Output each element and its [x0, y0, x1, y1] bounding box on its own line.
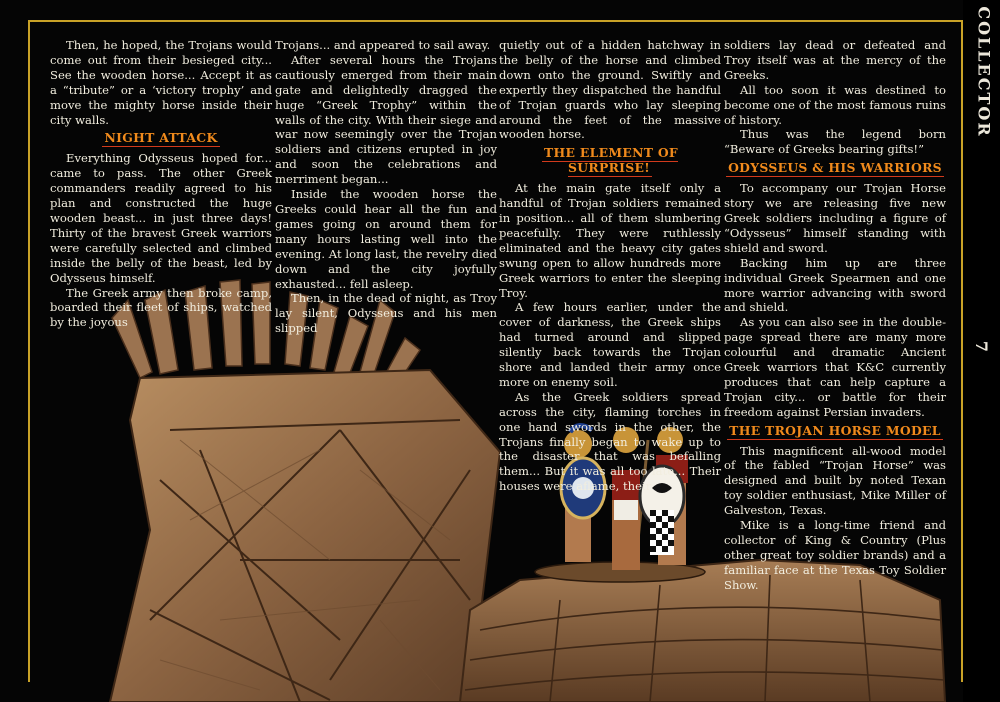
- paragraph: After several hours the Trojans cautiously emerged from their main gate and delightedly dragged the huge “Greek Trophy” within the walls of the city. With their siege and war now seemingly over the Trojan soldiers and citizens erupted in joy and soon the celebrations and merriment began...: [275, 52, 497, 187]
- paragraph: Mike is a long-time friend and collector of King & Country (Plus other great toy soldier brands) and a familiar face at the Texas Toy Soldier Show.: [724, 518, 946, 592]
- paragraph: A few hours earlier, under the cover of darkness, the Greek ships had turned around and slipped silently back towards the Trojan shore and landed their army once more on enemy soil.: [499, 300, 721, 389]
- paragraph: As the Greek soldiers spread across the city, flaming torches in one hand swords in the other, the Trojans finally began to wake up to the disaster that was befalling them... But it was all too late... Their houses were aflame, their: [499, 389, 721, 494]
- paragraph: Thus was the legend born “Beware of Greeks bearing gifts!”: [724, 127, 946, 157]
- paragraph: To accompany our Trojan Horse story we are releasing five new Greek soldiers including a figure of “Odysseus” himself standing with shield and sword.: [724, 181, 946, 255]
- page-number: 7: [972, 340, 992, 353]
- article-column-3: [499, 38, 721, 494]
- heading-night-attack: NIGHT ATTACK: [104, 130, 218, 146]
- heading-odysseus-warriors: ODYSSEUS & HIS WARRIORS: [728, 160, 942, 176]
- paragraph: Inside the wooden horse the Greeks could hear all the fun and games going on around them for many hours lasting well into the evening. At long last, the revelry died down and the city joyfully exhausted... fell asleep.: [275, 187, 497, 291]
- article-column-1: [50, 38, 272, 330]
- paragraph: Then, he hoped, the Trojans would come out from their besieged city... See the wooden horse... Accept it as a “tribute” or a ‘victory trophy’ and move the mighty horse inside their city walls.: [50, 38, 272, 127]
- paragraph: soldiers lay dead or defeated and Troy itself was at the mercy of the Greeks.: [724, 38, 946, 82]
- article-column-4: [724, 38, 946, 593]
- paragraph: Trojans... and appeared to sail away.: [275, 38, 491, 52]
- paragraph: This magnificent all-wood model of the fabled “Trojan Horse” was designed and built by noted Texan toy soldier enthusiast, Mike Miller of Galveston, Texas.: [724, 443, 946, 518]
- paragraph: Then, in the dead of night, as Troy lay silent, Odysseus and his men slipped: [275, 291, 497, 336]
- paragraph: All too soon it was destined to become one of the most famous ruins of history.: [724, 82, 946, 127]
- paragraph: Backing him up are three individual Greek Spearmen and one more warrior advancing with sword and shield.: [724, 255, 946, 315]
- heading-element-of-surprise: THE ELEMENT OF SURPRISE!: [543, 145, 679, 176]
- paragraph: As you can also see in the double-page spread there are many more colourful and dramatic Ancient Greek warriors that K&C currently produces that can help capture a Trojan city... or battle for their freedom against Persian invaders.: [724, 315, 946, 419]
- paragraph: At the main gate itself only a handful of Trojan soldiers remained in position... all of them slumbering peacefully. They were ruthlessly eliminated and the heavy city gates swung open to allow hundreds more Greek warriors to enter the sleeping Troy.: [499, 181, 721, 300]
- section-title-vertical: COLLECTOR: [974, 6, 994, 138]
- paragraph: quietly out of a hidden hatchway in the belly of the horse and climbed down onto the ground. Swiftly and expertly they dispatched the handful of Trojan guards who lay sleeping around the feet of the massive wooden horse.: [499, 38, 721, 142]
- paragraph: The Greek army then broke camp, boarded their fleet of ships, watched by the joyous: [50, 285, 272, 330]
- article-column-2: [275, 38, 497, 336]
- heading-trojan-horse-model: THE TROJAN HORSE MODEL: [729, 422, 941, 438]
- paragraph: Everything Odysseus hoped for... came to pass. The other Greek commanders readily agreed to his plan and constructed the huge wooden beast... in just three days! Thirty of the bravest Greek warriors were carefully selected and climbed inside the belly of the beast, led by Odysseus himself.: [50, 151, 272, 285]
